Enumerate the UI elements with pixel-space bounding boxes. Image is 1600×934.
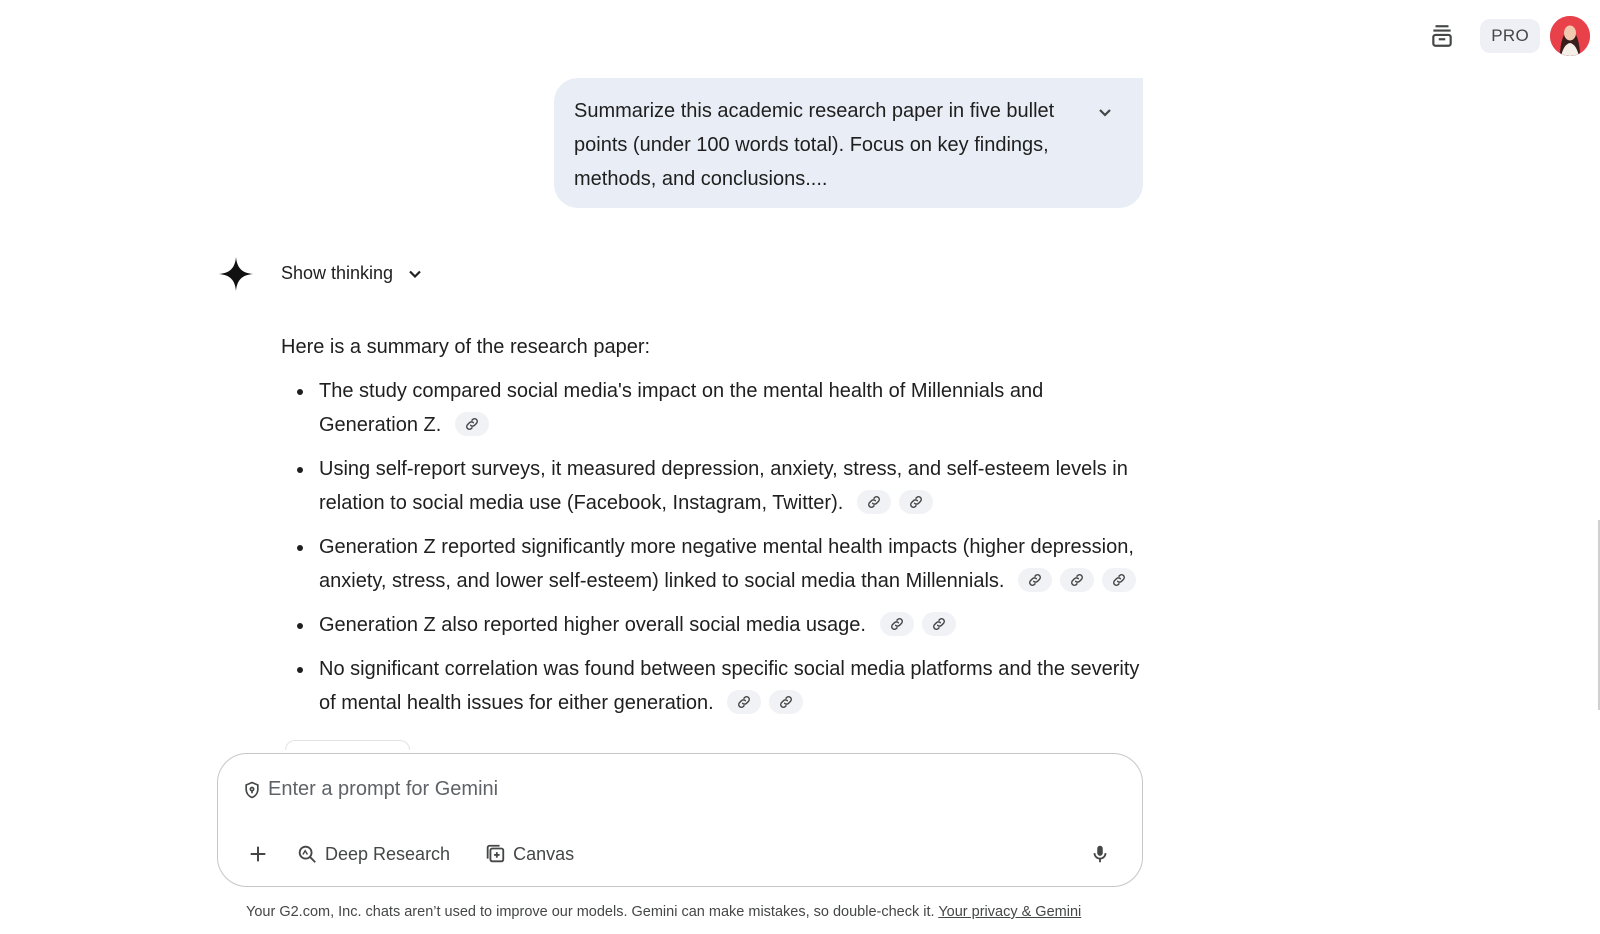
link-icon <box>1069 572 1085 588</box>
source-link-chip[interactable] <box>1018 568 1052 592</box>
privacy-link[interactable]: Your privacy & Gemini <box>938 904 1082 920</box>
history-icon <box>1429 23 1455 49</box>
list-item <box>281 652 1141 720</box>
link-icon <box>889 616 905 632</box>
bullet-text: Using self-report surveys, it measured depression, anxiety, stress, and self-esteem levels in relation to social media use (Facebook, Instagram, Twitter). <box>319 458 1128 514</box>
avatar-image <box>1550 16 1590 56</box>
link-icon <box>736 694 752 710</box>
source-link-chip[interactable] <box>1102 568 1136 592</box>
top-actions <box>1422 16 1590 56</box>
bullet-text: Generation Z also reported higher overall social media usage. <box>319 614 866 636</box>
deep-research-icon <box>296 843 318 865</box>
deep-research-button[interactable] <box>296 843 450 865</box>
source-link-chip[interactable] <box>1060 568 1094 592</box>
response-intro: Here is a summary of the research paper: <box>281 336 651 358</box>
user-message-text: Summarize this academic research paper in five bullet points (under 100 words total). Focus on key findings, methods, and conclusions.... <box>574 100 1055 190</box>
bullet-text: Generation Z reported significantly more negative mental health impacts (higher depression, anxiety, stress, and lower self-esteem) linked to social media than Millennials. <box>319 536 1134 592</box>
disclaimer-text: Your G2.com, Inc. chats aren’t used to improve our models. Gemini can make mistakes, so double-check it. <box>246 904 935 920</box>
plus-icon <box>247 843 269 865</box>
source-link-chip[interactable] <box>857 490 891 514</box>
canvas-label: Canvas <box>513 843 575 864</box>
pro-badge[interactable]: PRO <box>1480 19 1540 53</box>
show-thinking-label: Show thinking <box>281 263 394 283</box>
hidden-action-bar <box>285 740 410 750</box>
link-icon <box>908 494 924 510</box>
response-body <box>281 330 1141 730</box>
deep-research-label: Deep Research <box>325 843 451 864</box>
link-icon <box>866 494 882 510</box>
source-link-chip[interactable] <box>769 690 803 714</box>
canvas-icon <box>484 843 506 865</box>
source-link-chip[interactable] <box>899 490 933 514</box>
composer-tools <box>240 836 608 872</box>
shield-icon <box>242 779 262 801</box>
prompt-row <box>242 778 1048 801</box>
list-item <box>281 374 1141 442</box>
avatar[interactable] <box>1550 16 1590 56</box>
source-link-chip[interactable] <box>922 612 956 636</box>
chevron-down-icon <box>405 264 425 284</box>
link-icon <box>1111 572 1127 588</box>
summary-list <box>281 374 1141 720</box>
chevron-down-icon[interactable] <box>1093 100 1117 124</box>
list-item <box>281 452 1141 520</box>
list-item <box>281 530 1141 598</box>
link-icon <box>464 416 480 432</box>
user-message-bubble <box>554 78 1143 208</box>
link-icon <box>931 616 947 632</box>
show-thinking-toggle[interactable] <box>281 263 425 284</box>
link-icon <box>778 694 794 710</box>
mic-icon <box>1089 843 1111 865</box>
bullet-text: The study compared social media's impact on the mental health of Millennials and Generation Z. <box>319 380 1044 436</box>
prompt-input[interactable] <box>268 778 1048 801</box>
list-item <box>281 608 1141 642</box>
canvas-button[interactable] <box>484 843 574 865</box>
prompt-composer <box>217 753 1143 887</box>
footer-disclaimer <box>246 904 1126 920</box>
source-link-chip[interactable] <box>455 412 489 436</box>
gemini-spark-icon <box>218 256 254 292</box>
source-link-chip[interactable] <box>880 612 914 636</box>
source-link-chip[interactable] <box>727 690 761 714</box>
microphone-button[interactable] <box>1080 834 1120 874</box>
add-attachment-button[interactable] <box>240 836 276 872</box>
bullet-text: No significant correlation was found between specific social media platforms and the severity of mental health issues for either generation. <box>319 658 1140 714</box>
link-icon <box>1027 572 1043 588</box>
history-button[interactable] <box>1422 16 1462 56</box>
